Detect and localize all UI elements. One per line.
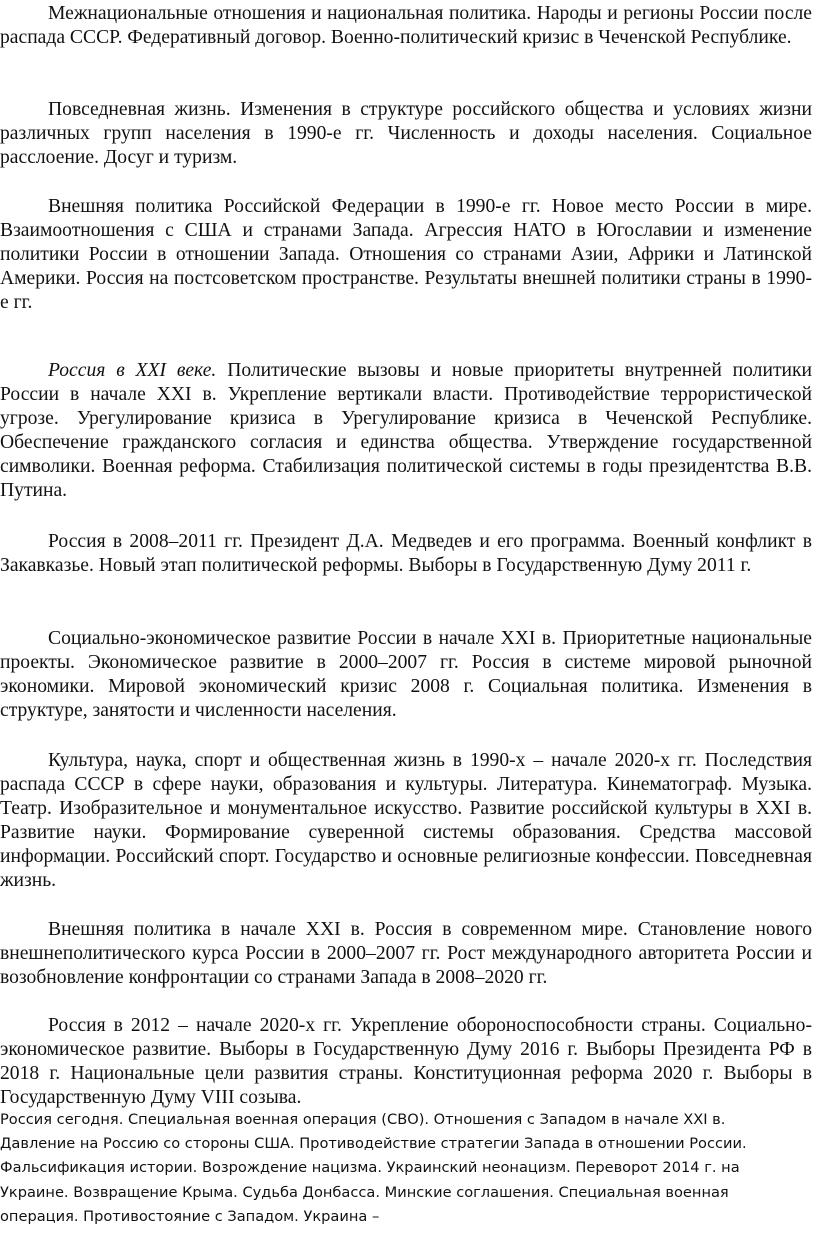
paragraph-russia-today	[0, 1108, 812, 1229]
paragraph-socio-economic-development	[0, 627, 812, 723]
paragraph-foreign-policy-1990s	[0, 195, 812, 315]
paragraph-text: Внешняя политика в начале XXI в. Россия в современном мире. Становление нового внешнеполитического курса России в 2000–2007 гг. Рост международного авторитета России и возобновление конфронтации со странами Запада в 2008–2020 гг.	[0, 919, 812, 988]
text-line: Украине. Возвращение Крыма. Судьба Донбасса. Минские соглашения. Специальная военная	[0, 1183, 729, 1201]
paragraph-text: Россия в 2008–2011 гг. Президент Д.А. Медведев и его программа. Военный конфликт в Закавказье. Новый этап политической реформы. Выборы в Государственную Думу 2011 г.	[0, 531, 812, 576]
text-line: Давление на Россию со стороны США. Противодействие стратегии Запада в отношении России.	[0, 1135, 747, 1153]
paragraph-culture-science-sport	[0, 749, 812, 893]
text-line: операция. Противостояние с Западом. Украина –	[0, 1207, 380, 1225]
paragraph-text: Социально-экономическое развитие России в начале XXI в. Приоритетные национальные проекты. Экономическое развитие в 2000–2007 гг. Россия в системе мировой рыночной экономики. Мировой экономический кризис 2008 г. Социальная политика. Изменения в структуре, занятости и численности населения.	[0, 628, 812, 721]
text-line: Фальсификация истории. Возрождение нацизма. Украинский неонацизм. Переворот 2014 г. на	[0, 1159, 740, 1177]
paragraph-russia-21st-century	[0, 359, 812, 503]
paragraph-text: Внешняя политика Российской Федерации в 1990-е гг. Новое место России в мире. Взаимоотношения с США и странами Запада. Агрессия НАТО в Югославии и изменение политики России в отношении Запада. Отношения со странами Азии, Африки и Латинской Америки. Россия на постсоветском пространстве. Результаты внешней политики страны в 1990-е гг.	[0, 196, 812, 313]
paragraph-interethnic-relations	[0, 2, 812, 50]
paragraph-text: Россия в 2012 – начале 2020-х гг. Укрепление обороноспособности страны. Социально-экономическое развитие. Выборы в Государственную Думу 2016 г. Выборы Президента РФ в 2018 г. Национальные цели развития страны. Конституционная реформа 2020 г. Выборы в Государственную Думу VIII созыва.	[0, 1015, 812, 1108]
paragraph-text: Повседневная жизнь. Изменения в структуре российского общества и условиях жизни различных групп населения в 1990-е гг. Численность и доходы населения. Социальное расслоение. Досуг и туризм.	[0, 99, 812, 168]
paragraph-foreign-policy-21st	[0, 918, 812, 990]
section-heading-italic: Россия в XXI веке.	[48, 360, 217, 381]
paragraph-text: Политические вызовы и новые приоритеты внутренней политики России в начале XXI в. Укрепление вертикали власти. Противодействие террористической угрозе. Урегулирование кризиса в Урегулирование кризиса в Чеченской Республике. Обеспечение гражданского согласия и единства общества. Утверждение государственной символики. Военная реформа. Стабилизация политической системы в годы президентства В.В. Путина.	[0, 360, 812, 501]
paragraph-text: Культура, наука, спорт и общественная жизнь в 1990-х – начале 2020-х гг. Последствия распада СССР в сфере науки, образования и культуры. Литература. Кинематограф. Музыка. Театр. Изобразительное и монументальное искусство. Развитие российской культуры в XXI в. Развитие науки. Формирование суверенной системы образования. Средства массовой информации. Российский спорт. Государство и основные религиозные конфессии. Повседневная жизнь.	[0, 750, 812, 891]
text-line: Россия сегодня. Специальная военная операция (СВО). Отношения с Западом в начале XXI в.	[0, 1111, 726, 1128]
paragraph-russia-2012-2020	[0, 1014, 812, 1110]
paragraph-russia-2008-2011	[0, 530, 812, 578]
paragraph-daily-life-1990s	[0, 98, 812, 170]
paragraph-text: Межнациональные отношения и национальная политика. Народы и регионы России после распада СССР. Федеративный договор. Военно-политический кризис в Чеченской Республике.	[0, 3, 812, 48]
